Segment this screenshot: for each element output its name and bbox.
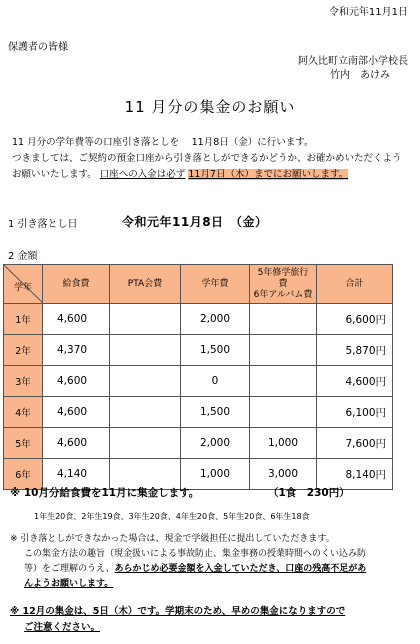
header-trip-line-1: 5年修学旅行 (257, 267, 309, 278)
sender-name: 竹内 あけみ (330, 70, 390, 81)
header-trip-album (250, 265, 317, 304)
note-cash-line-2: この集金方法の趣旨（現金扱いによる事故防止、集金事務の授業時間へのくい込み防 (24, 549, 367, 559)
row-lunch: 4,600 (43, 397, 110, 428)
note-lunch-collection: ※ 10月分給食費を11月に集金します。 (10, 487, 200, 499)
row-pta (110, 304, 181, 335)
row-lunch: 4,370 (43, 335, 110, 366)
header-total: 合計 (317, 265, 393, 304)
row-grade: 3年 (4, 366, 43, 397)
header-lunch: 給食費 (43, 265, 110, 304)
row-pta (110, 397, 181, 428)
recipient: 保護者の皆様 (8, 42, 68, 53)
row-grade-fee: 1,500 (181, 335, 250, 366)
note-meal-counts: 1年生20食、2年生19食、3年生20食、4年生20食、5年生20食、6年生18食 (34, 512, 310, 521)
note-december-line-2: ご注意ください。 (24, 622, 101, 633)
table-row (4, 366, 393, 397)
row-pta (110, 428, 181, 459)
deposit-deadline-label: 口座への入金は必ず (99, 169, 186, 180)
row-grade: 6年 (4, 459, 43, 490)
row-grade: 1年 (4, 304, 43, 335)
row-total: 4,600円 (317, 366, 393, 397)
document-title: 11 月分の集金のお願い (124, 98, 296, 116)
header-trip-line-2: 費 (278, 278, 288, 289)
row-trip (250, 366, 317, 397)
section-1-label: 1 引き落とし日 (8, 219, 78, 230)
table-row (4, 428, 393, 459)
row-lunch: 4,600 (43, 428, 110, 459)
note-lunch-price: （1食 230円） (268, 487, 350, 499)
deposit-deadline-date: 11月7日（木）までにお願いします。 (188, 169, 349, 180)
row-pta (110, 366, 181, 397)
section-2-label: 2 金額 (8, 251, 38, 262)
row-trip: 3,000 (250, 459, 317, 490)
table-row (4, 335, 393, 366)
table-header-row (4, 265, 393, 304)
row-total: 6,600円 (317, 304, 393, 335)
body-line-2: つきましては、ご契約の預金口座から引き落としができるかどうか、お確かめいただくよう (12, 153, 402, 164)
table-row (4, 397, 393, 428)
row-trip (250, 397, 317, 428)
row-grade: 5年 (4, 428, 43, 459)
header-grade-fee: 学年費 (181, 265, 250, 304)
row-grade: 2年 (4, 335, 43, 366)
row-grade-fee: 1,500 (181, 397, 250, 428)
row-lunch: 4,600 (43, 304, 110, 335)
row-total: 8,140円 (317, 459, 393, 490)
note-december-line-1: ※ 12月の集金は、5日（木）です。学期末のため、早めの集金になりますので (10, 606, 346, 617)
note-cash-line-3-prefix: 等）をご理解のうえ、 (24, 564, 115, 574)
row-total: 7,600円 (317, 428, 393, 459)
sender-school: 阿久比町立南部小学校長 (298, 56, 408, 67)
row-grade-fee: 0 (181, 366, 250, 397)
header-trip-line-3: 6年アルバム費 (253, 289, 313, 300)
body-line-3-prefix: お願いいたします。 (12, 169, 97, 180)
row-trip (250, 335, 317, 366)
row-grade-fee: 1,000 (181, 459, 250, 490)
table-row (4, 304, 393, 335)
row-lunch: 4,600 (43, 366, 110, 397)
row-lunch: 4,140 (43, 459, 110, 490)
note-cash-line-1: ※ 引き落としができなかった場合は、現金で学級担任に提出していただきます。 (10, 534, 335, 544)
body-line-3 (12, 166, 348, 180)
fee-table (3, 264, 393, 490)
note-cash-line-3 (24, 561, 366, 574)
withdrawal-date: 令和元年11月8日 （金） (122, 215, 268, 229)
row-total: 6,100円 (317, 397, 393, 428)
document-date: 令和元年11月1日 (328, 7, 408, 18)
row-grade: 4年 (4, 397, 43, 428)
row-grade-fee: 2,000 (181, 428, 250, 459)
note-cash-line-4: んようお願いします。 (24, 579, 114, 589)
row-trip (250, 304, 317, 335)
row-grade-fee: 2,000 (181, 304, 250, 335)
note-cash-line-3-emphasis: あらかじめ必要金額を入金していただき、口座の残高不足があ (114, 564, 367, 574)
row-total: 5,870円 (317, 335, 393, 366)
row-pta (110, 335, 181, 366)
body-line-1: 11 月分の学年費等の口座引き落としを 11月8日（金）に行います。 (12, 137, 314, 148)
row-trip: 1,000 (250, 428, 317, 459)
header-pta: PTA会費 (110, 265, 181, 304)
header-grade: 学年 (4, 265, 43, 304)
